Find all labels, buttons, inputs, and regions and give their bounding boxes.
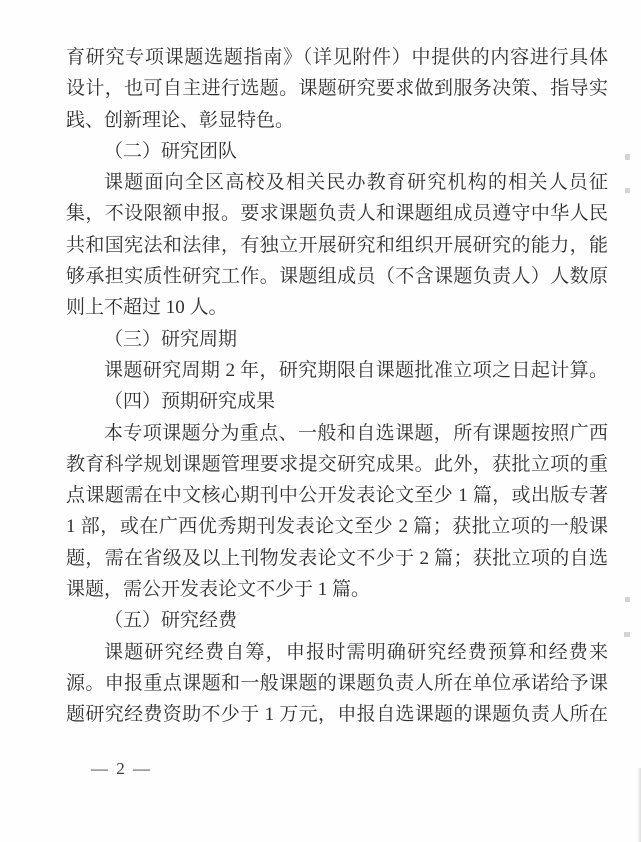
text-line: （三）研究周期 — [104, 328, 238, 350]
scan-artifact — [624, 632, 630, 637]
scan-edge-shadow — [637, 768, 641, 842]
text-line: 1 部，或在广西优秀期刊发表论文至少 2 篇；获批立项的一般课 — [66, 516, 608, 538]
scan-artifact — [625, 597, 630, 602]
text-line: 设计，也可自主进行选题。课题研究要求做到服务决策、指导实 — [66, 78, 608, 100]
text-line: 课题研究经费自筹，申报时需明确研究经费预算和经费来 — [104, 641, 608, 663]
text-line: 集，不设限额申报。要求课题负责人和课题组成员遵守中华人民 — [66, 203, 608, 225]
text-line: （四）预期研究成果 — [104, 391, 276, 413]
text-line: 课题面向全区高校及相关民办教育研究机构的相关人员征 — [104, 172, 608, 194]
text-line: 够承担实质性研究工作。课题组成员（不含课题负责人）人数原 — [66, 266, 608, 288]
text-line: 育研究专项课题选题指南》（详见附件）中提供的内容进行具体 — [66, 47, 608, 68]
text-line: 本专项课题分为重点、一般和自选课题，所有课题按照广西 — [104, 422, 608, 444]
scan-artifact — [625, 188, 630, 193]
text-line: 源。申报重点课题和一般课题的课题负责人所在单位承诺给予课 — [66, 672, 608, 694]
text-line: 课题，需公开发表论文不少于 1 篇。 — [66, 579, 371, 601]
text-line: 课题研究周期 2 年，研究期限自课题批准立项之日起计算。 — [104, 359, 608, 381]
text-line: 践、创新理论、彰显特色。 — [66, 109, 295, 131]
text-line: 点课题需在中文核心期刊中公开发表论文至少 1 篇，或出版专著 — [66, 485, 608, 507]
page-number: — 2 — — [91, 759, 152, 778]
text-line: 教育科学规划课题管理要求提交研究成果。此外，获批立项的重 — [66, 453, 608, 475]
text-line: 则上不超过 10 人。 — [66, 297, 228, 319]
text-line: 题，需在省级及以上刊物发表论文不少于 2 篇；获批立项的自选 — [66, 547, 608, 569]
scan-artifact — [625, 154, 630, 160]
text-line: 题研究经费资助不少于 1 万元，申报自选课题的课题负责人所在 — [66, 704, 608, 726]
text-line: 共和国宪法和法律，有独立开展研究和组织开展研究的能力，能 — [66, 234, 608, 256]
text-line: （二）研究团队 — [104, 140, 238, 162]
text-line: （五）研究经费 — [104, 610, 238, 632]
document-body — [66, 42, 608, 731]
